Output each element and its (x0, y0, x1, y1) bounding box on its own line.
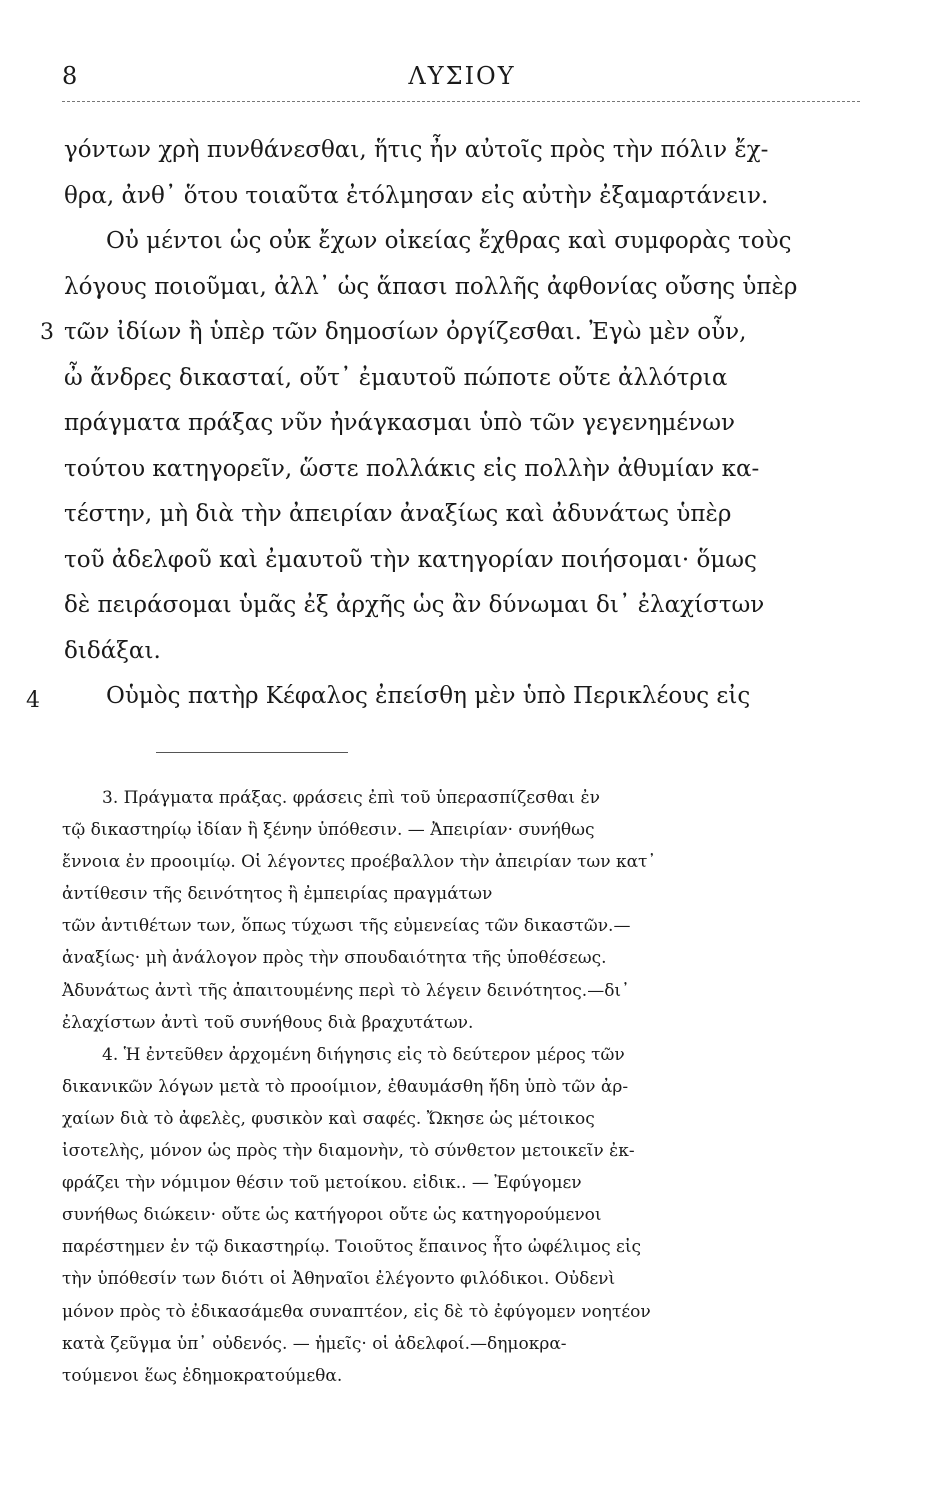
text-line: θρα, ἀνθ᾽ ὅτου τοιαῦτα ἐτόλμησαν εἰς αὐτὴν ἐξαμαρτάνειν. (64, 182, 769, 209)
note-line: τῷ δικαστηρίῳ ἰδίαν ἢ ξένην ὑπόθεσιν. — Ἀπειρίαν· συνήθως (62, 820, 595, 841)
main-text (64, 128, 864, 720)
text-line: πράγματα πράξας νῦν ἠνάγκασμαι ὑπὸ τῶν γεγενημένων (64, 410, 735, 436)
note-line: χαίων διὰ τὸ ἀφελὲς, φυσικὸν καὶ σαφές. Ὤκησε ὡς μέτοικος (62, 1108, 595, 1129)
note-line: συνήθως διώκειν· οὔτε ὡς κατήγοροι οὔτε ὡς κατηγορούμενοι (62, 1205, 602, 1226)
footnote-rule (156, 752, 348, 753)
note-line: τούμενοι ἕως ἐδημοκρατούμεθα. (62, 1365, 343, 1386)
note-line: ἀντίθεσιν τῆς δεινότητος ἢ ἐμπειρίας πραγμάτων (62, 884, 493, 905)
note-line: ἐλαχίστων ἀντὶ τοῦ συνήθους διὰ βραχυτάτων. (62, 1012, 474, 1033)
margin-number-3: 3 (40, 320, 54, 345)
text-line: τούτου κατηγορεῖν, ὥστε πολλάκις εἰς πολλὴν ἀθυμίαν κα- (64, 455, 760, 482)
note-line: φράζει τὴν νόμιμον θέσιν τοῦ μετοίκου. εἰδικ.. — Ἐφύγομεν (62, 1173, 582, 1194)
text-line: λόγους ποιοῦμαι, ἀλλ᾽ ὡς ἅπασι πολλῆς ἀφθονίας οὔσης ὑπὲρ (64, 273, 798, 300)
text-line: τῶν ἰδίων ἢ ὑπὲρ τῶν δημοσίων ὀργίζεσθαι. Ἐγὼ μὲν οὖν, (64, 319, 747, 345)
running-title: ΛΥΣΙΟΥ (408, 62, 516, 90)
note-line: Ἀδυνάτως ἀντὶ τῆς ἀπαιτουμένης περὶ τὸ λέγειν δεινότητος.—δι᾽ (62, 980, 630, 1001)
note-line: τὴν ὑπόθεσίν των διότι οἱ Ἀθηναῖοι ἐλέγοντο φιλόδικοι. Οὐδενὶ (62, 1269, 616, 1290)
text-line: τοῦ ἀδελφοῦ καὶ ἐμαυτοῦ τὴν κατηγορίαν ποιήσομαι· ὅμως (64, 546, 757, 573)
text-line: γόντων χρὴ πυνθάνεσθαι, ἥτις ἦν αὐτοῖς πρὸς τὴν πόλιν ἔχ- (64, 137, 769, 163)
text-line: δὲ πειράσομαι ὑμᾶς ἐξ ἀρχῆς ὡς ἂν δύνωμαι δι᾽ ἐλαχίστων (64, 592, 765, 618)
text-line: διδάξαι. (64, 637, 161, 664)
note-line: 4. Ἡ ἐντεῦθεν ἀρχομένη διήγησις εἰς τὸ δεύτερον μέρος τῶν (102, 1044, 625, 1065)
note-line: ἀναξίως· μὴ ἀνάλογον πρὸς τὴν σπουδαιότητα τῆς ὑποθέσεως. (62, 948, 607, 969)
note-line: κατὰ ζεῦγμα ὑπ᾽ οὐδενός. — ἡμεῖς· οἱ ἀδελφοί.—δημοκρα- (62, 1333, 567, 1354)
note-line: ἔννοια ἐν προοιμίῳ. Οἱ λέγοντες προέβαλλον τὴν ἀπειρίαν των κατ᾽ (62, 852, 656, 873)
text-line: Οὐ μέντοι ὡς οὐκ ἔχων οἰκείας ἔχθρας καὶ συμφορὰς τοὺς (106, 228, 792, 254)
note-line: 3. Πράγματα πράξας. φράσεις ἐπὶ τοῦ ὑπερασπίζεσθαι ἐν (102, 788, 600, 808)
note-line: ἰσοτελὴς, μόνον ὡς πρὸς τὴν διαμονὴν, τὸ σύνθετον μετοικεῖν ἐκ- (62, 1141, 635, 1162)
page-header (62, 54, 862, 98)
note-line: τῶν ἀντιθέτων των, ὅπως τύχωσι τῆς εὐμενείας τῶν δικαστῶν.— (62, 916, 631, 937)
text-line: τέστην, μὴ διὰ τὴν ἀπειρίαν ἀναξίως καὶ ἀδυνάτως ὑπὲρ (64, 501, 732, 527)
page-number: 8 (62, 62, 78, 90)
note-line: παρέστημεν ἐν τῷ δικαστηρίῳ. Τοιοῦτος ἔπαινος ἦτο ὠφέλιμος εἰς (62, 1237, 642, 1258)
margin-number-4: 4 (26, 688, 40, 713)
note-line: μόνον πρὸς τὸ ἐδικασάμεθα συναπτέον, εἰς δὲ τὸ ἐφύγομεν νοητέον (62, 1301, 651, 1322)
commentary-notes (62, 782, 870, 1392)
text-line: ὦ ἄνδρες δικασταί, οὔτ᾽ ἐμαυτοῦ πώποτε οὔτε ἀλλότρια (64, 364, 728, 391)
text-line: Οὑμὸς πατὴρ Κέφαλος ἐπείσθη μὲν ὑπὸ Περικλέους εἰς (106, 683, 751, 709)
note-line: δικανικῶν λόγων μετὰ τὸ προοίμιον, ἐθαυμάσθη ἤδη ὑπὸ τῶν ἀρ- (62, 1076, 629, 1097)
header-rule (62, 101, 860, 102)
